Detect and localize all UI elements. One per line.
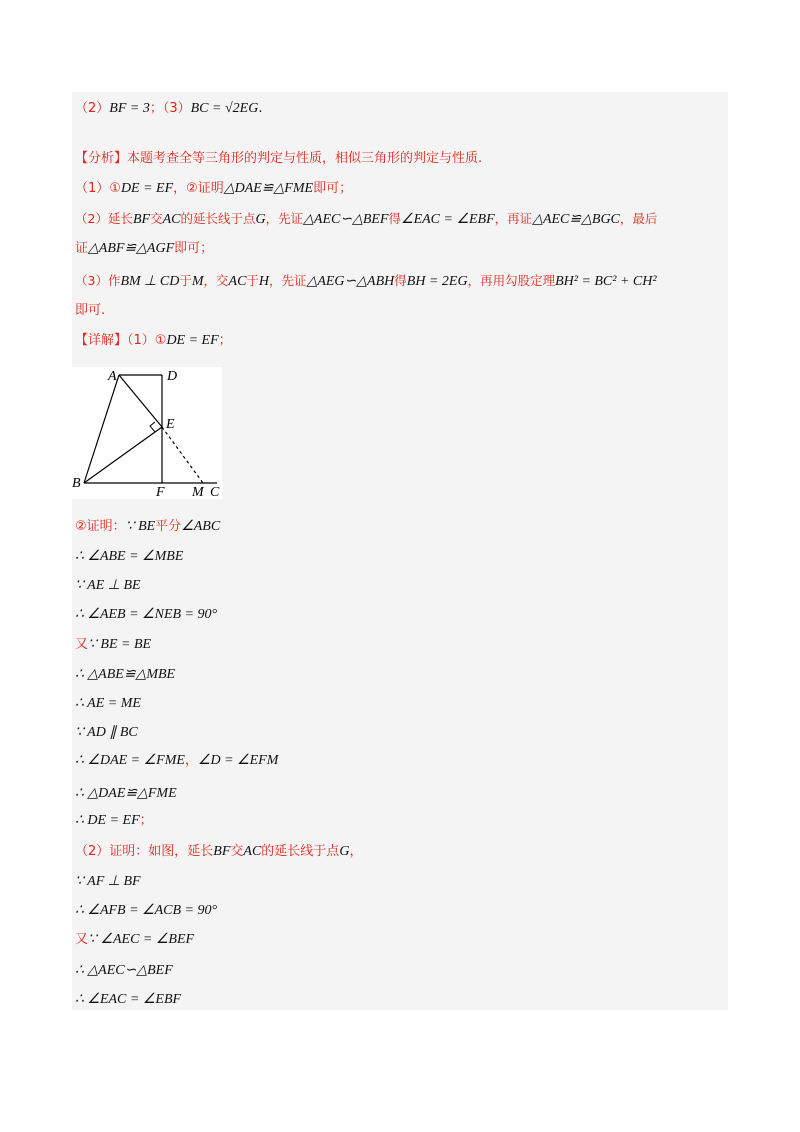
math: ∵ AE ⊥ BE: [75, 578, 141, 593]
text: 【详解】（1）①: [75, 333, 167, 348]
analysis-3: [75, 272, 657, 291]
math: BF = 3: [109, 101, 150, 116]
text: 又: [75, 637, 89, 652]
text: （2）证明：如图，延长: [75, 844, 214, 859]
math: △AEC≌△BGC: [532, 212, 620, 227]
text: ，②证明: [173, 181, 224, 196]
text: 交: [150, 211, 163, 226]
label-b: B: [72, 476, 81, 491]
math: △ABF≌△AGF: [88, 241, 175, 256]
segment-ae: [119, 375, 162, 427]
text: ，先证: [269, 273, 307, 288]
label-d: D: [167, 369, 178, 384]
proof-2-intro: [75, 843, 362, 861]
label-m: M: [192, 485, 204, 499]
text: 证: [75, 241, 89, 256]
math: BF: [132, 212, 151, 227]
text: ，最后: [619, 211, 658, 226]
geometry-figure: [72, 367, 222, 499]
math: AC: [243, 844, 262, 859]
proof-step: [75, 991, 181, 1009]
text: （2）延长: [75, 211, 133, 226]
math: ∴ ∠AFB = ∠ACB = 90°: [75, 903, 218, 918]
text: 又: [75, 932, 89, 947]
math: G: [339, 844, 350, 859]
segment-em-dashed: [162, 427, 203, 483]
proof-step: [75, 752, 278, 770]
segment-be: [84, 427, 162, 483]
text: ②证明：: [75, 519, 126, 534]
math: ∴ △ABE≌△MBE: [75, 667, 176, 682]
proof-step: [75, 873, 141, 891]
analysis-3b: 即可.: [75, 303, 106, 318]
label-e: E: [166, 417, 175, 432]
proof-step: [75, 695, 141, 713]
detail-heading: [75, 332, 232, 350]
label-f: F: [156, 485, 165, 499]
proof-step: [75, 577, 141, 595]
math: BH = 2EG: [406, 274, 468, 289]
math: BH² = BC² + CH²: [555, 274, 657, 289]
proof-step: [75, 785, 177, 803]
answer-line: [75, 100, 262, 118]
text: 于: [246, 273, 259, 288]
text: ，: [184, 753, 198, 768]
analysis-2b: [75, 240, 213, 258]
math: △DAE≌△FME: [223, 181, 314, 196]
text: 即可；: [174, 241, 214, 256]
text: .: [258, 101, 263, 116]
math: ∵ BE: [125, 519, 156, 534]
math: BM ⊥ CD: [120, 274, 180, 289]
label-a: A: [108, 369, 117, 384]
analysis-1: [75, 180, 352, 198]
proof-step: [75, 666, 175, 684]
proof-step: [75, 962, 173, 980]
math: ∴ ∠DAE = ∠FME: [75, 753, 185, 768]
text: （1）①: [75, 181, 121, 196]
math: ∵ BE = BE: [88, 637, 152, 652]
proof-step: [75, 724, 138, 742]
text: ，再证: [494, 211, 533, 226]
math: DE = EF: [120, 181, 174, 196]
text: （2）: [75, 101, 110, 116]
proof-intro: [75, 518, 220, 536]
math: ∴ ∠ABE = ∠MBE: [75, 549, 184, 564]
math: ∵ AD ∥ BC: [75, 725, 138, 740]
text: 得: [388, 211, 402, 226]
math: G: [255, 212, 266, 227]
text: 即可；: [313, 181, 353, 196]
text: （3）作: [75, 273, 121, 288]
math: H: [258, 274, 270, 289]
right-angle-mark: [150, 422, 155, 432]
figure-svg: [72, 367, 222, 499]
math: △AEC∽△BEF: [303, 212, 389, 227]
math: BC = √2EG: [190, 101, 259, 116]
math: ∵ ∠AEC = ∠BEF: [88, 932, 195, 947]
text: 的延长线于点: [261, 844, 340, 859]
text: ；: [139, 813, 153, 828]
segment-ab: [84, 375, 119, 483]
text: ；: [218, 333, 232, 348]
text: ；（3）: [149, 101, 191, 116]
proof-step: [75, 636, 151, 654]
analysis-2: [75, 210, 657, 229]
analysis-heading: 【分析】本题考查全等三角形的判定与性质，相似三角形的判定与性质.: [75, 151, 483, 166]
math: ∠EAC = ∠EBF: [401, 212, 495, 227]
text: 交: [230, 844, 244, 859]
math: ∴ AE = ME: [75, 696, 141, 711]
text: ，交: [203, 273, 229, 288]
proof-step: [75, 606, 217, 624]
proof-step: [75, 931, 194, 949]
math: BF: [213, 844, 231, 859]
text: 得: [394, 273, 407, 288]
text: ，先证: [265, 211, 304, 226]
math: ∴ ∠EAC = ∠EBF: [75, 992, 182, 1007]
text: 于: [179, 273, 192, 288]
math: DE = EF: [166, 333, 219, 348]
math: ∠ABC: [181, 519, 221, 534]
math: ∴ △DAE≌△FME: [75, 786, 177, 801]
text: ，: [349, 844, 363, 859]
proof-step: [75, 548, 183, 566]
proof-step: [75, 902, 217, 920]
math: ∴ ∠AEB = ∠NEB = 90°: [75, 607, 218, 622]
math: ∴ △AEC∽△BEF: [75, 963, 173, 978]
text: 的延长线于点: [180, 211, 256, 226]
math: ∵ AF ⊥ BF: [75, 874, 141, 889]
text: 平分: [155, 519, 182, 534]
label-c: C: [210, 485, 220, 499]
text: ，再用勾股定理: [467, 273, 556, 288]
math: AC: [162, 212, 181, 227]
math: ∴ DE = EF: [75, 813, 140, 828]
math: △AEG∽△ABH: [306, 274, 395, 289]
proof-step: [75, 812, 153, 830]
math: M: [191, 274, 204, 289]
math: AC: [228, 274, 247, 289]
math: ∠D = ∠EFM: [197, 753, 279, 768]
